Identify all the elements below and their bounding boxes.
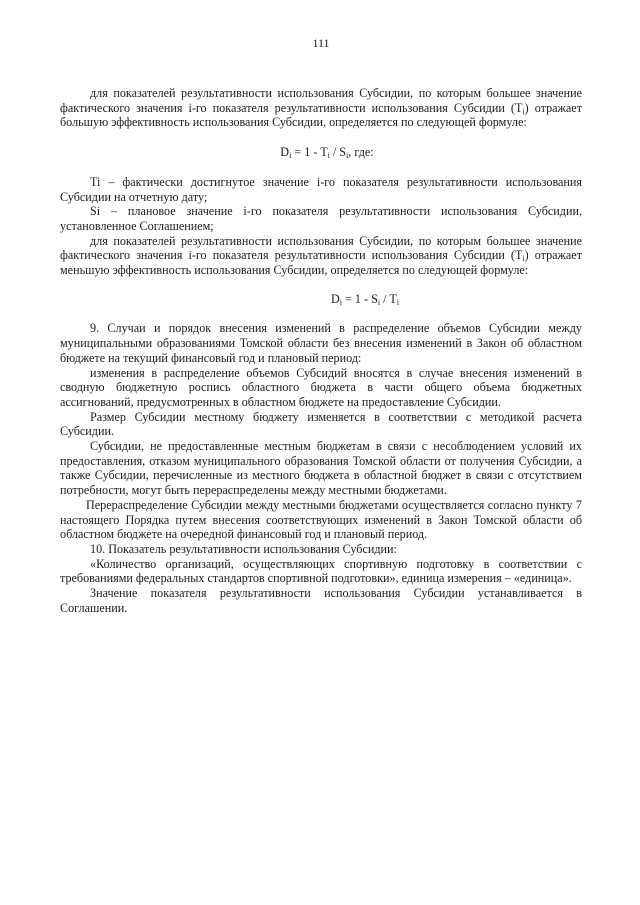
- paragraph-unused-subsidies: Субсидии, не предоставленные местным бюджетам в связи с несоблюдением условий их предоставления, отказом муниципального образования Томской области от получения Субсидии, а также Субсидии, перечисленные из местного бюджета в областной бюджет в связи с отсутствием потребности, могут быть перераспределены между местными бюджетами.: [60, 439, 582, 498]
- section-10-heading: 10. Показатель результативности использования Субсидии:: [90, 541, 397, 556]
- definition-si: Si – плановое значение i-го показателя результативности использования Субсидии, установленное Соглашением;: [60, 204, 582, 233]
- definition-ti: Ti – фактически достигнутое значение i-го показателя результативности использования Субсидии на отчетную дату;: [60, 174, 582, 204]
- formula-higher-better: $D_i = 1 - T_i / S_i$, где:: [280, 145, 374, 161]
- paragraph-agreement: Значение показателя результативности использования Субсидии устанавливается в Соглашении.: [60, 586, 582, 615]
- section-9-heading: 9. Случаи и порядок внесения изменений в распределение объемов Субсидии между муниципальными образованиями Томской области без внесения изменений в Закон об областном бюджете на текущий финансовый год и плановый период:: [60, 321, 582, 365]
- paragraph-redistribution: Перераспределение Субсидии между местными бюджетами осуществляется согласно пункту 7 настоящего Порядка путем внесения соответствующих изменений в Закон Томской области об областном бюджете на очередной финансовый год и плановый период.: [60, 497, 582, 542]
- paragraph-indicators-lower-better: для показателей результативности использования Субсидии, по которым большее значение фактического значения i-го показателя результативности использования Субсидии $(T_i)$ отражает меньшую эффективность использования Субсидии, определяется по следующей формуле:: [60, 233, 583, 278]
- formula-lower-better: $D_i = 1 - S_i / T_i$: [331, 291, 399, 307]
- paragraph-changes: изменения в распределение объемов Субсидий вносятся в случае внесения изменений в сводную бюджетную роспись областного бюджета в части общего объема бюджетных ассигнований, предусмотренных в областном бюджете на предоставление Субсидии.: [60, 365, 582, 409]
- page-number: 111: [312, 36, 330, 50]
- paragraph-subsidy-size: Размер Субсидии местному бюджету изменяется в соответствии с методикой расчета Субсидии.: [60, 409, 582, 439]
- indicator-definition: «Количество организаций, осуществляющих спортивную подготовку в соответствии с требованиями федеральных стандартов спортивной подготовки», единица измерения – «единица».: [60, 556, 582, 586]
- paragraph-indicators-higher-better: для показателей результативности использования Субсидии, по которым большее значение фактического значения i-го показателя результативности использования Субсидии $(T_i)$ отражает большую эффективность использования Субсидии, определяется по следующей формуле:: [60, 86, 583, 130]
